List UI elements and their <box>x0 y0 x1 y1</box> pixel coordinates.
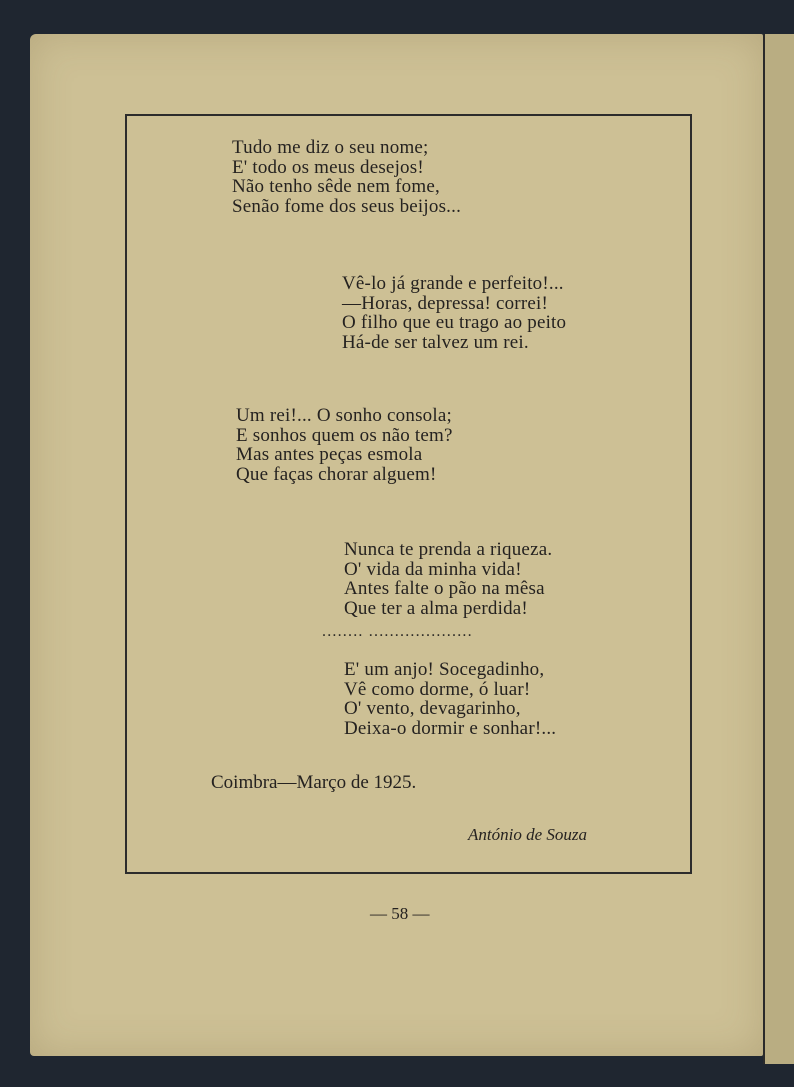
stanza-3 <box>236 406 453 484</box>
poem-line: Não tenho sêde nem fome, <box>232 176 440 197</box>
stanza-1 <box>232 138 461 216</box>
page-number: — 58 — <box>370 904 430 923</box>
poem-line: Vê como dorme, ó luar! <box>344 678 531 700</box>
poem-line: Deixa-o dormir e sonhar!... <box>344 717 557 739</box>
poem-line: Que ter a alma perdida! <box>344 597 528 619</box>
dotted-separator: ........ .................... <box>322 623 473 640</box>
poem-line: Senão fome dos seus beijos... <box>232 195 462 217</box>
poem-line: O filho que eu trago ao peito <box>342 312 567 333</box>
poem-line: Antes falte o pão na mêsa <box>344 578 545 599</box>
stanza-5 <box>344 660 556 738</box>
place-date: Coimbra—Março de 1925. <box>211 772 417 793</box>
poem-line: O' vento, devagarinho, <box>344 698 521 719</box>
poem-line: E sonhos quem os não tem? <box>236 424 453 446</box>
next-page-edge <box>763 34 794 1064</box>
poem-line: E' um anjo! Socegadinho, <box>344 659 545 680</box>
poem-line: —Horas, depressa! correi! <box>342 292 548 314</box>
poem-line: O' vida da minha vida! <box>344 558 522 580</box>
poem-line: Um rei!... O sonho consola; <box>236 405 452 426</box>
poem-line: E' todo os meus desejos! <box>232 156 424 178</box>
poem-line: Vê-lo já grande e perfeito!... <box>342 273 564 294</box>
stanza-4 <box>344 540 552 618</box>
page-border-frame <box>125 114 692 874</box>
author-signature: António de Souza <box>468 825 587 844</box>
poem-line: Que faças chorar alguem! <box>236 463 437 485</box>
poem-line: Nunca te prenda a riqueza. <box>344 539 553 560</box>
poem-line: Tudo me diz o seu nome; <box>232 137 429 158</box>
poem-line: Mas antes peças esmola <box>236 444 423 465</box>
poem-line: Há-de ser talvez um rei. <box>342 331 529 353</box>
stanza-2 <box>342 274 566 352</box>
